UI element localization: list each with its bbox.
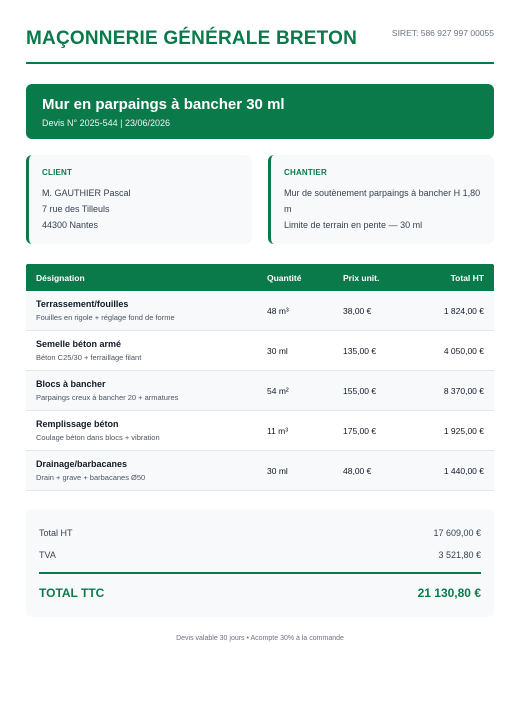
total-ttc-label: TOTAL TTC <box>39 586 105 600</box>
totals-panel <box>26 509 494 617</box>
client-street: 7 rue des Tilleuls <box>42 204 110 214</box>
header-designation: Désignation <box>36 273 85 283</box>
site-card <box>268 155 494 244</box>
quote-banner <box>26 84 494 139</box>
item-title: Blocs à bancher <box>36 379 106 389</box>
item-total: 1 925,00 € <box>443 426 484 436</box>
table-row <box>26 371 494 411</box>
item-quantity: 54 m² <box>267 386 289 396</box>
total-ttc-value: 21 130,80 € <box>417 586 481 600</box>
table-row <box>26 331 494 371</box>
company-name: MAÇONNERIE GÉNÉRALE BRETON <box>26 28 358 49</box>
item-title: Terrassement/fouilles <box>36 299 129 309</box>
item-description: Coulage béton dans blocs + vibration <box>36 433 160 442</box>
item-title: Semelle béton armé <box>36 339 122 349</box>
item-description: Fouilles en rigole + réglage fond de forme <box>36 313 175 322</box>
tva-line <box>39 550 481 560</box>
header-quantity: Quantité <box>267 273 302 283</box>
header-total: Total HT <box>450 273 484 283</box>
item-description: Parpaings creux à bancher 20 + armatures <box>36 393 179 402</box>
footer-note: Devis valable 30 jours • Acompte 30% à la commande <box>176 635 344 642</box>
item-unit-price: 48,00 € <box>343 466 372 476</box>
table-row <box>26 291 494 331</box>
total-ht-value: 17 609,00 € <box>433 528 481 538</box>
site-description-cont: m <box>284 204 292 214</box>
site-description: Mur de soutènement parpaings à bancher H 1,80 <box>284 188 481 198</box>
quote-number-date: Devis N° 2025-544 | 23/06/2026 <box>42 118 171 128</box>
client-label: CLIENT <box>42 168 73 177</box>
item-total: 8 370,00 € <box>443 386 484 396</box>
item-description: Béton C25/30 + ferraillage filant <box>36 353 142 362</box>
item-quantity: 30 ml <box>267 466 288 476</box>
item-title: Drainage/barbacanes <box>36 459 128 469</box>
item-unit-price: 155,00 € <box>343 386 377 396</box>
item-total: 4 050,00 € <box>443 346 484 356</box>
total-ht-label: Total HT <box>39 528 73 538</box>
item-unit-price: 175,00 € <box>343 426 377 436</box>
quote-table <box>26 264 494 491</box>
item-quantity: 48 m³ <box>267 306 289 316</box>
page-header <box>26 26 494 64</box>
item-total: 1 440,00 € <box>443 466 484 476</box>
tva-value: 3 521,80 € <box>438 550 481 560</box>
total-ht-line <box>39 528 481 538</box>
item-description: Drain + grave + barbacanes Ø50 <box>36 473 146 482</box>
table-row <box>26 411 494 451</box>
site-label: CHANTIER <box>284 168 327 177</box>
tva-label: TVA <box>39 550 56 560</box>
table-row <box>26 451 494 491</box>
item-quantity: 30 ml <box>267 346 288 356</box>
item-unit-price: 38,00 € <box>343 306 372 316</box>
item-quantity: 11 m³ <box>267 426 289 436</box>
quote-title: Mur en parpaings à bancher 30 ml <box>42 96 285 113</box>
totals-divider <box>39 572 481 574</box>
table-header <box>26 264 494 291</box>
item-title: Remplissage béton <box>36 419 119 429</box>
header-unit-price: Prix unit. <box>343 273 380 283</box>
item-total: 1 824,00 € <box>443 306 484 316</box>
client-city: 44300 Nantes <box>42 220 99 230</box>
client-name: M. GAUTHIER Pascal <box>42 188 131 198</box>
client-card <box>26 155 252 244</box>
siret-number: SIRET: 586 927 997 00055 <box>391 28 494 38</box>
total-ttc-line <box>39 586 481 600</box>
item-unit-price: 135,00 € <box>343 346 377 356</box>
site-detail: Limite de terrain en pente — 30 ml <box>284 220 423 230</box>
